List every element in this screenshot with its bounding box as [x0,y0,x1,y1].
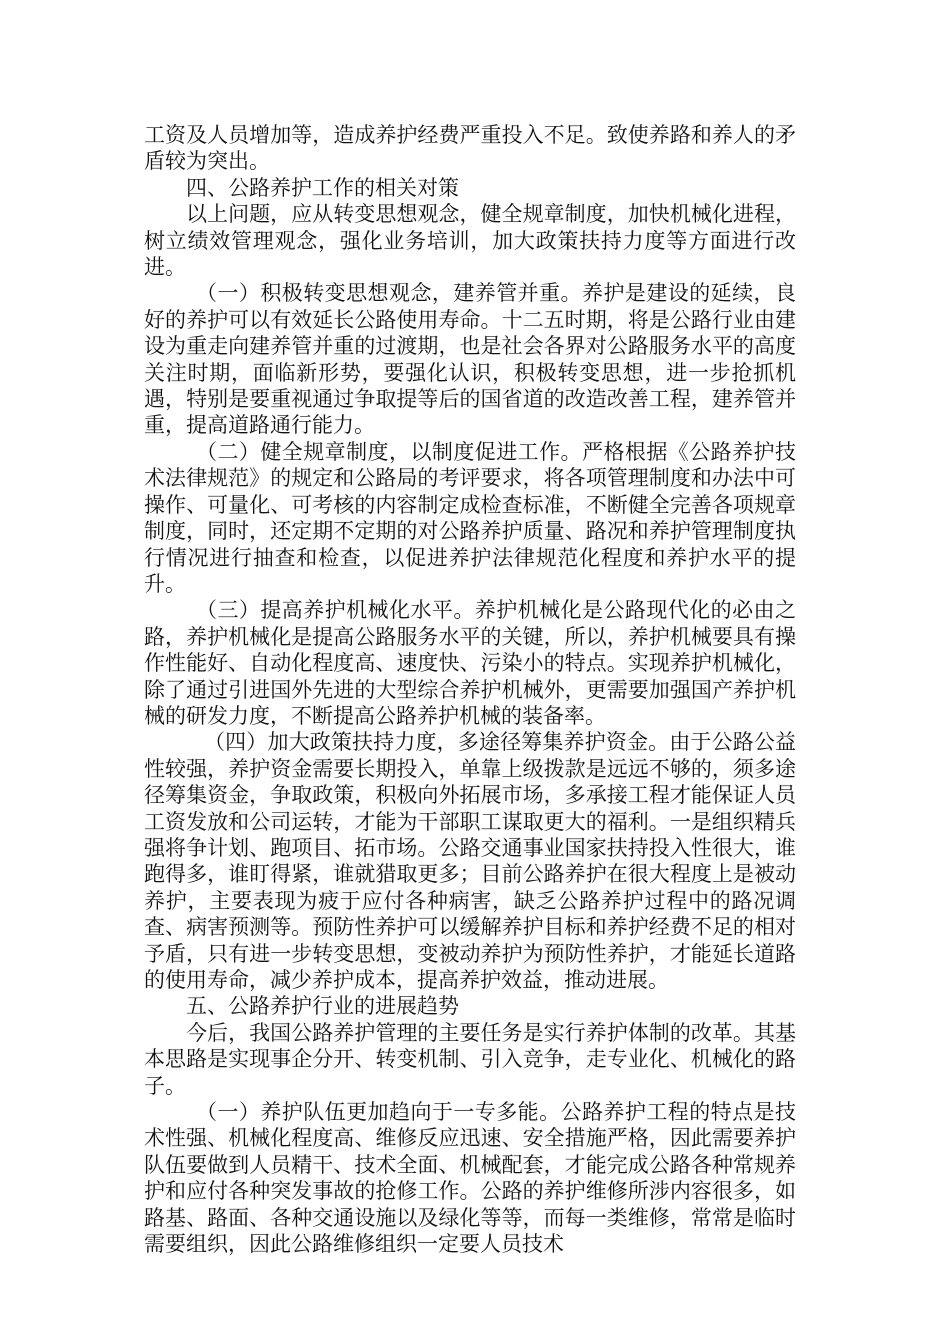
paragraph-measure-1: （一）积极转变思想观念，建养管并重。养护是建设的延续，良好的养护可以有效延长公路使用寿命。十二五时期，将是公路行业由建设为重走向建养管并重的过渡期，也是社会各界对公路服务水平的高度关注时期，面临新形势，要强化认识，积极转变思想，进一步抢抓机遇，特别是要重视通过争取提等后的国省道的改造改善工程，建养管并重，提高道路通行能力。 [144,281,796,438]
section-heading-four: 四、公路养护工作的相关对策 [186,175,459,200]
paragraph-future: 今后，我国公路养护管理的主要任务是实行养护体制的改革。其基本思路是实现事企分开、转变机制、引入竞争，走专业化、机械化的路子。 [144,1020,796,1098]
paragraph-trend-1: （一）养护队伍更加趋向于一专多能。公路养护工程的特点是技术性强、机械化程度高、维修反应迅速、安全措施严格，因此需要养护队伍要做到人员精干、技术全面、机械配套，才能完成公路各种常规养护和应付各种突发事故的抢修工作。公路的养护维修所涉内容很多，如路基、路面、各种交通设施以及绿化等等，而每一类维修，常常是临时需要组织，因此公路维修组织一定要人员技术 [144,1100,796,1257]
paragraph-overview: 以上问题，应从转变思想观念，健全规章制度，加快机械化进程，树立绩效管理观念，强化业务培训，加大政策扶持力度等方面进行改进。 [144,202,796,280]
paragraph-intro: 工资及人员增加等，造成养护经费严重投入不足。致使养路和养人的矛盾较为突出。 [144,123,796,174]
paragraph-measure-4: （四）加大政策扶持力度，多途径筹集养护资金。由于公路公益性较强，养护资金需要长期投入，单靠上级拨款是远远不够的，须多途径筹集资金，争取政策，积极向外拓展市场，多承接工程才能保证人员工资发放和公司运转，才能为干部职工谋取更大的福利。一是组织精兵强将争计划、跑项目、拓市场。公路交通事业国家扶持投入性很大，谁跑得多，谁盯得紧，谁就猎取更多；目前公路养护在很大程度上是被动养护，主要表现为疲于应付各种病害，缺乏公路养护过程中的路况调查、病害预测等。预防性养护可以缓解养护目标和养护经费不足的相对予盾，只有进一步转变思想，变被动养护为预防性养护，才能延长道路的使用寿命，减少养护成本，提高养护效益，推动进展。 [144,730,796,992]
paragraph-measure-2: （二）健全规章制度，以制度促进工作。严格根据《公路养护技术法律规范》的规定和公路局的考评要求，将各项管理制度和办法中可操作、可量化、可考核的内容制定成检查标准，不断健全完善各项规章制度，同时，还定期不定期的对公路养护质量、路况和养护管理制度执行情况进行抽查和检查，以促进养护法律规范化程度和养护水平的提升。 [144,439,796,596]
paragraph-measure-3: （三）提高养护机械化水平。养护机械化是公路现代化的必由之路，养护机械化是提高公路服务水平的关键，所以，养护机械要具有操作性能好、自动化程度高、速度快、污染小的特点。实现养护机械化，除了通过引进国外先进的大型综合养护机械外，更需要加强国产养护机械的研发力度，不断提高公路养护机械的装备率。 [144,598,796,728]
document-page [144,122,796,1257]
section-heading-five: 五、公路养护行业的进展趋势 [186,994,459,1019]
